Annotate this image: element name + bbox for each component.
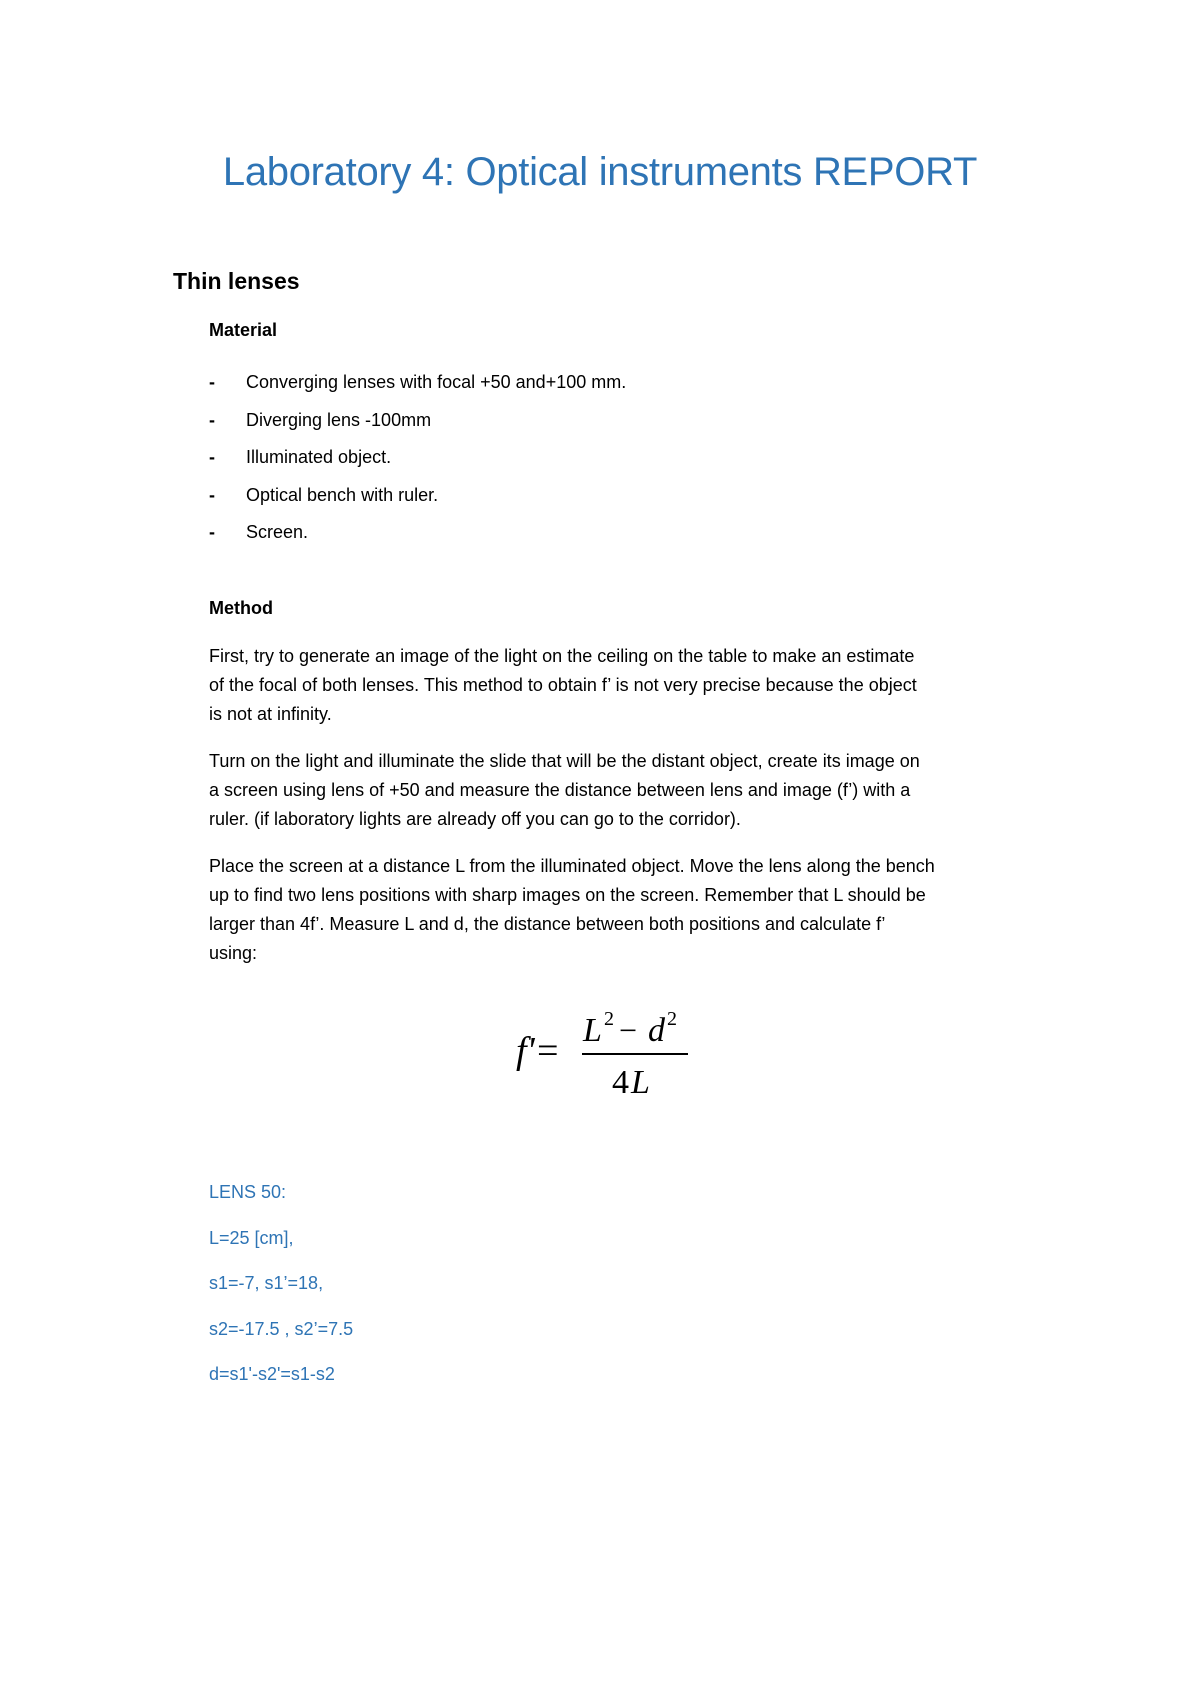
result-line: d=s1'-s2'=s1-s2 bbox=[209, 1364, 335, 1384]
paragraph-line: is not at infinity. bbox=[209, 704, 332, 724]
bullet-dash: - bbox=[209, 409, 215, 430]
list-item-text: Optical bench with ruler. bbox=[246, 484, 439, 505]
method-paragraph-1 bbox=[209, 642, 1049, 729]
paragraph-line: a screen using lens of +50 and measure the distance between lens and image (f’) with a bbox=[209, 780, 911, 800]
formula-den-coef: 4 bbox=[612, 1064, 629, 1101]
focal-length-formula bbox=[508, 1005, 708, 1105]
bullet-dash: - bbox=[209, 372, 215, 392]
formula-den-var: L bbox=[631, 1064, 650, 1101]
list-item-text: Diverging lens -100mm bbox=[246, 409, 432, 430]
method-paragraph-3 bbox=[209, 852, 1049, 968]
formula-num-op: − bbox=[619, 1012, 638, 1048]
bullet-dash: - bbox=[209, 484, 215, 505]
result-line: s2=-17.5 , s2’=7.5 bbox=[209, 1318, 354, 1339]
results-list bbox=[209, 1180, 353, 1408]
document-title: Laboratory 4: Optical instruments REPORT bbox=[222, 150, 978, 194]
bullet-dash: - bbox=[209, 522, 215, 542]
formula-num-base-1: L bbox=[583, 1012, 602, 1049]
formula-lhs: f'= bbox=[516, 1030, 561, 1072]
paragraph-line: of the focal of both lenses. This method to obtain f’ is not very precise because the object bbox=[209, 675, 917, 695]
result-line: LENS 50: bbox=[209, 1182, 287, 1202]
paragraph-line: ruler. (if laboratory lights are already off you can go to the corridor). bbox=[209, 809, 741, 829]
formula-num-exp-1: 2 bbox=[604, 1008, 614, 1030]
subheading-method: Method bbox=[209, 598, 273, 618]
formula-num-base-2: d bbox=[648, 1012, 665, 1049]
paragraph-line: using: bbox=[209, 943, 258, 963]
list-item-text: Converging lenses with focal +50 and+100 mm. bbox=[246, 372, 627, 392]
result-line: L=25 [cm], bbox=[209, 1227, 294, 1248]
section-heading-thin-lenses: Thin lenses bbox=[173, 268, 300, 294]
subheading-material: Material bbox=[209, 320, 278, 340]
paragraph-line: larger than 4f’. Measure L and d, the distance between both positions and calculate f’ bbox=[209, 914, 886, 934]
result-line: s1=-7, s1’=18, bbox=[209, 1273, 324, 1293]
paragraph-line: Place the screen at a distance L from the illuminated object. Move the lens along the bench bbox=[209, 856, 935, 876]
bullet-dash: - bbox=[209, 447, 215, 467]
list-item-text: Illuminated object. bbox=[246, 447, 392, 467]
formula-num-exp-2: 2 bbox=[667, 1008, 677, 1030]
paragraph-line: up to find two lens positions with sharp images on the screen. Remember that L should be bbox=[209, 885, 926, 905]
paragraph-line: First, try to generate an image of the light on the ceiling on the table to make an estimate bbox=[209, 646, 915, 666]
paragraph-line: Turn on the light and illuminate the slide that will be the distant object, create its image on bbox=[209, 751, 920, 771]
list-item-text: Screen. bbox=[246, 522, 309, 542]
method-paragraph-2 bbox=[209, 747, 1049, 834]
